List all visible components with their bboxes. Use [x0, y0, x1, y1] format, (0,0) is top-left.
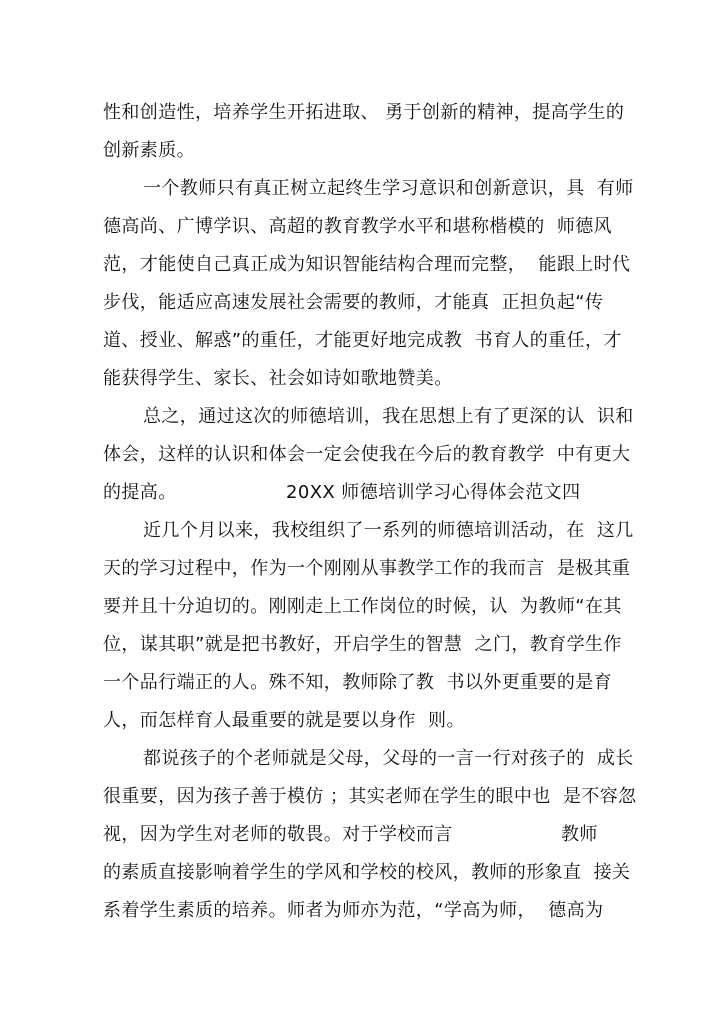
- text-line: 步伐，能适应高速发展社会需要的教师，才能真 正担负起“传: [103, 292, 604, 313]
- text-line: 的素质直接影响着学生的学风和学校的校风，教师的形象直 接关: [103, 862, 631, 883]
- text-line: 天的学习过程中，作为一个刚刚从事教学工作的我而言 是极其重: [103, 558, 631, 579]
- text-line: 位，谋其职”就是把书教好，开启学生的智慧 之门，教育学生作: [103, 634, 622, 655]
- text-line: 要并且十分迫切的。刚刚走上工作岗位的时候，认 为教师“在其: [103, 596, 622, 617]
- text-fragment: 教师: [561, 824, 598, 845]
- section-heading: 20XX 师德培训学习心得体会范文四: [286, 482, 581, 503]
- text-line: 的提高。: [103, 482, 177, 503]
- paragraph-first-line: 总之，通过这次的师德培训，我在思想上有了更深的认 识和: [143, 406, 634, 427]
- paragraph-first-line: 一个教师只有真正树立起终生学习意识和创新意识，具 有师: [143, 178, 634, 199]
- text-line: 人，而怎样育人最重要的就是要以身作 则。: [103, 710, 465, 731]
- text-line: 范，才能使自己真正成为知识智能结构合理而完整， 能跟上时代: [103, 254, 631, 275]
- text-line: 系着学生素质的培养。师者为师亦为范，“学高为师， 德高为: [103, 900, 604, 921]
- text-line: 能获得学生、家长、社会如诗如歌地赞美。: [103, 368, 453, 389]
- text-line: 道、授业、解惑”的重任，才能更好地完成教 书育人的重任，才: [103, 330, 622, 351]
- text-line: 视，因为学生对老师的敬畏。对于学校而言: [103, 824, 453, 845]
- text-line: 创新素质。: [103, 140, 195, 161]
- text-line: 一个品行端正的人。殊不知，教师除了教 书以外更重要的是育: [103, 672, 613, 693]
- paragraph-first-line: 近几个月以来，我校组织了一系列的师德培训活动，在 这几: [143, 520, 634, 541]
- text-line: 德高尚、广博学识、高超的教育教学水平和堪称楷模的 师德风: [103, 216, 613, 237]
- paragraph-first-line: 都说孩子的个老师就是父母，父母的一言一行对孩子的 成长: [143, 748, 634, 769]
- text-line: 体会，这样的认识和体会一定会使我在今后的教育教学 中有更大: [103, 444, 631, 465]
- text-line: 性和创造性，培养学生开拓进取、 勇于创新的精神，提高学生的: [103, 102, 625, 123]
- text-line: 很重要，因为孩子善于模仿 ；其实老师在学生的眼中也 是不容忽: [103, 786, 637, 807]
